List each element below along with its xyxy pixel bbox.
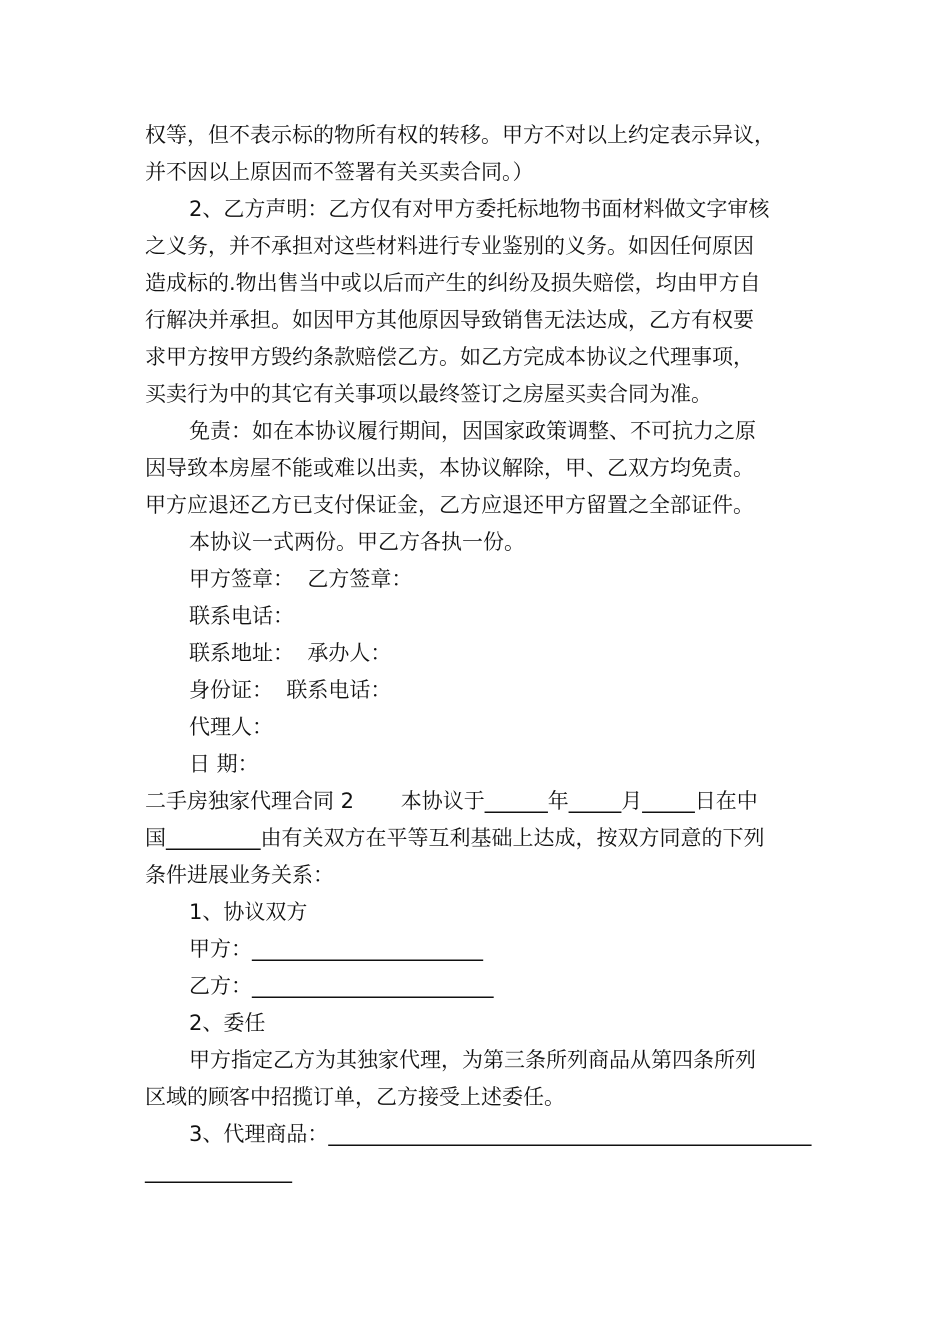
- agent-line: 代理人：: [189, 715, 273, 739]
- text-line: 区域的顾客中招揽订单，乙方接受上述委任。: [145, 1085, 565, 1109]
- text-line: 免责：如在本协议履行期间，因国家政策调整、不可抗力之原: [189, 419, 756, 443]
- text-line: 行解决并承担。如因甲方其他原因导致销售无法达成，乙方有权要: [145, 308, 754, 332]
- text-line: 买卖行为中的其它有关事项以最终签订之房屋买卖合同为准。: [145, 382, 712, 406]
- text-line: 2、乙方声明：乙方仅有对甲方委托标地物书面材料做文字审核: [189, 197, 770, 221]
- contract-title-line: 二手房独家代理合同 2 本协议于______年_____月_____日在中: [145, 789, 758, 813]
- address-line: 联系地址： 承办人：: [189, 641, 392, 665]
- text-line: 本协议一式两份。甲乙方各执一份。: [189, 530, 525, 554]
- text-line: 之义务，并不承担对这些材料进行专业鉴别的义务。如因任何原因: [145, 234, 754, 258]
- date-line: 日 期：: [189, 752, 259, 776]
- text-line: 权等，但不表示标的物所有权的转移。甲方不对以上约定表示异议，: [145, 123, 775, 147]
- text-line: 国_________由有关双方在平等互利基础上达成，按双方同意的下列: [145, 826, 765, 850]
- contact-line: 联系电话：: [189, 604, 294, 628]
- section-heading: 1、协议双方: [189, 900, 308, 924]
- text-line: 甲方应退还乙方已支付保证金，乙方应退还甲方留置之全部证件。: [145, 493, 754, 517]
- text-line: 造成标的.物出售当中或以后而产生的纠纷及损失赔偿，均由甲方自: [145, 271, 761, 295]
- id-line: 身份证： 联系电话：: [189, 678, 392, 702]
- section-heading: 3、代理商品：______________________________________________: [189, 1122, 812, 1146]
- blank-line: ______________: [145, 1159, 292, 1183]
- text-line: 求甲方按甲方毁约条款赔偿乙方。如乙方完成本协议之代理事项，: [145, 345, 754, 369]
- party-a-line: 甲方：______________________: [189, 937, 483, 961]
- text-line: 并不因以上原因而不签署有关买卖合同。）: [145, 160, 534, 184]
- section-heading: 2、委任: [189, 1011, 266, 1035]
- text-line: 甲方指定乙方为其独家代理，为第三条所列商品从第四条所列: [189, 1048, 756, 1072]
- signature-line: 甲方签章： 乙方签章：: [189, 567, 413, 591]
- party-b-line: 乙方：_______________________: [189, 974, 494, 998]
- text-line: 因导致本房屋不能或难以出卖，本协议解除，甲、乙双方均免责。: [145, 456, 754, 480]
- document-page: [145, 117, 835, 1190]
- text-line: 条件进展业务关系：: [145, 863, 334, 887]
